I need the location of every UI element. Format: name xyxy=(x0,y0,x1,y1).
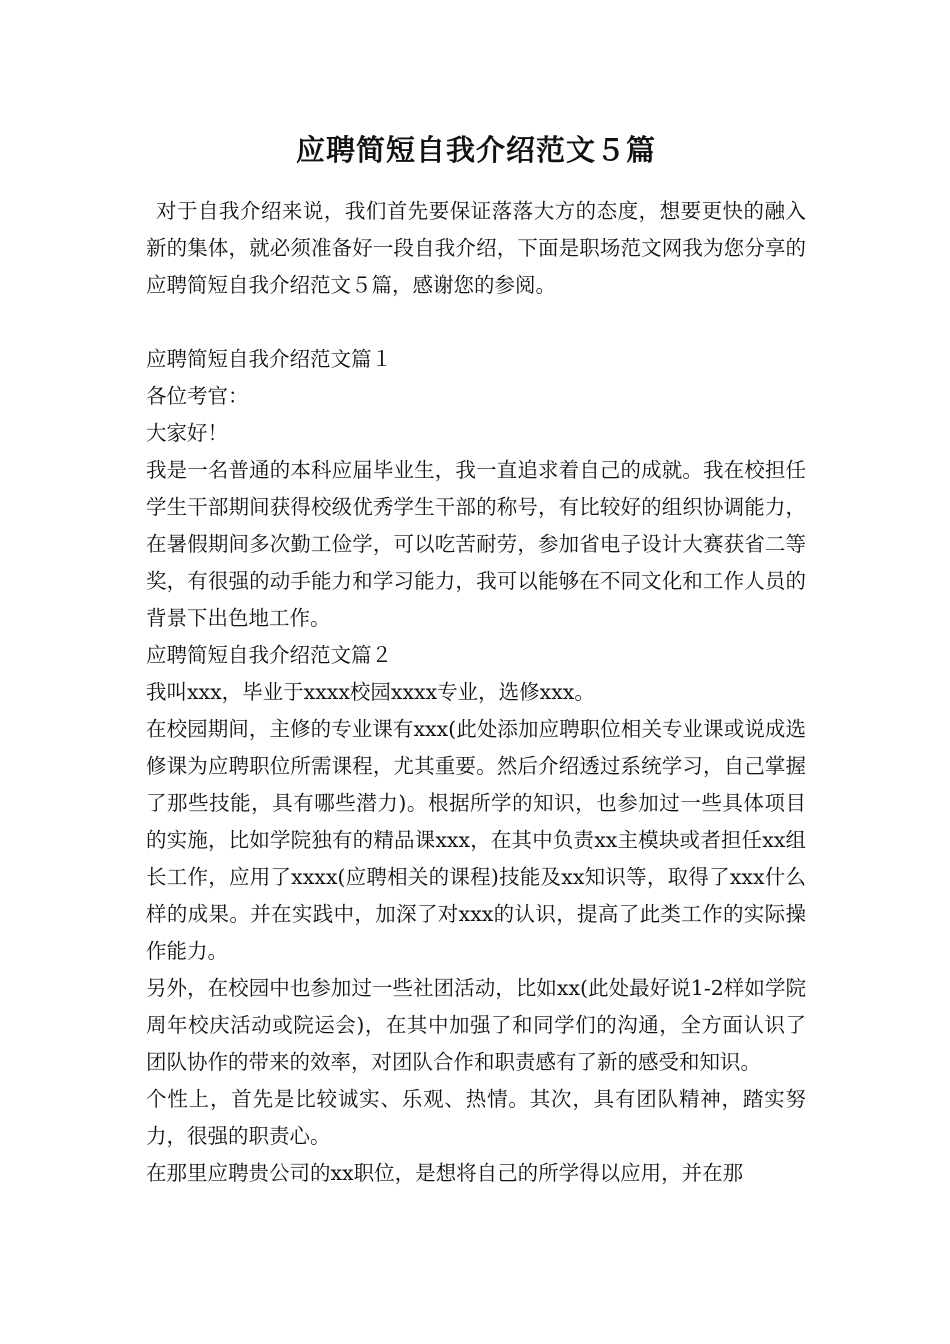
body-paragraph: 我叫xxx，毕业于xxxx校园xxxx专业，选修xxx。 xyxy=(146,680,595,704)
greeting: 大家好！ xyxy=(146,421,228,445)
body-paragraph: 我是一名普通的本科应届毕业生，我一直追求着自己的成就。我在校担任学生干部期间获得校级优秀学生干部的称号，有比较好的组织协调能力，在暑假期间多次勤工俭学，可以吃苦耐劳，参加省电子设计大赛获省二等奖，有很强的动手能力和学习能力，我可以能够在不同文化和工作人员的背景下出色地工作。 xyxy=(146,458,806,630)
document-body xyxy=(146,341,806,1192)
section-heading-2: 应聘简短自我介绍范文篇２ xyxy=(146,643,392,667)
document-title: 应聘简短自我介绍范文５篇 xyxy=(295,133,656,167)
section-heading-1: 应聘简短自我介绍范文篇１ xyxy=(146,347,392,371)
salutation: 各位考官： xyxy=(146,384,249,408)
body-paragraph: 在校园期间，主修的专业课有xxx(此处添加应聘职位相关专业课或说成选修课为应聘职位所需课程，尤其重要。然后介绍透过系统学习，自己掌握了那些技能，具有哪些潜力)。根据所学的知识，也参加过一些具体项目的实施，比如学院独有的精品课xxx，在其中负责xx主模块或者担任xx组长工作，应用了xxxx(应聘相关的课程)技能及xx知识等，取得了xxx什么样的成果。并在实践中，加深了对xxx的认识，提高了此类工作的实际操作能力。 xyxy=(146,717,806,963)
body-paragraph: 个性上，首先是比较诚实、乐观、热情。其次，具有团队精神，踏实努力，很强的职责心。 xyxy=(146,1087,806,1148)
body-paragraph: 在那里应聘贵公司的xx职位，是想将自己的所学得以应用，并在那 xyxy=(146,1161,744,1185)
intro-paragraph: 对于自我介绍来说，我们首先要保证落落大方的态度，想要更快的融入新的集体，就必须准备好一段自我介绍，下面是职场范文网我为您分享的应聘简短自我介绍范文５篇，感谢您的参阅。 xyxy=(146,199,806,297)
body-paragraph: 另外，在校园中也参加过一些社团活动，比如xx(此处最好说1-2样如学院周年校庆活动或院运会)，在其中加强了和同学们的沟通，全方面认识了团队协作的带来的效率，对团队合作和职责感有了新的感受和知识。 xyxy=(146,976,806,1074)
